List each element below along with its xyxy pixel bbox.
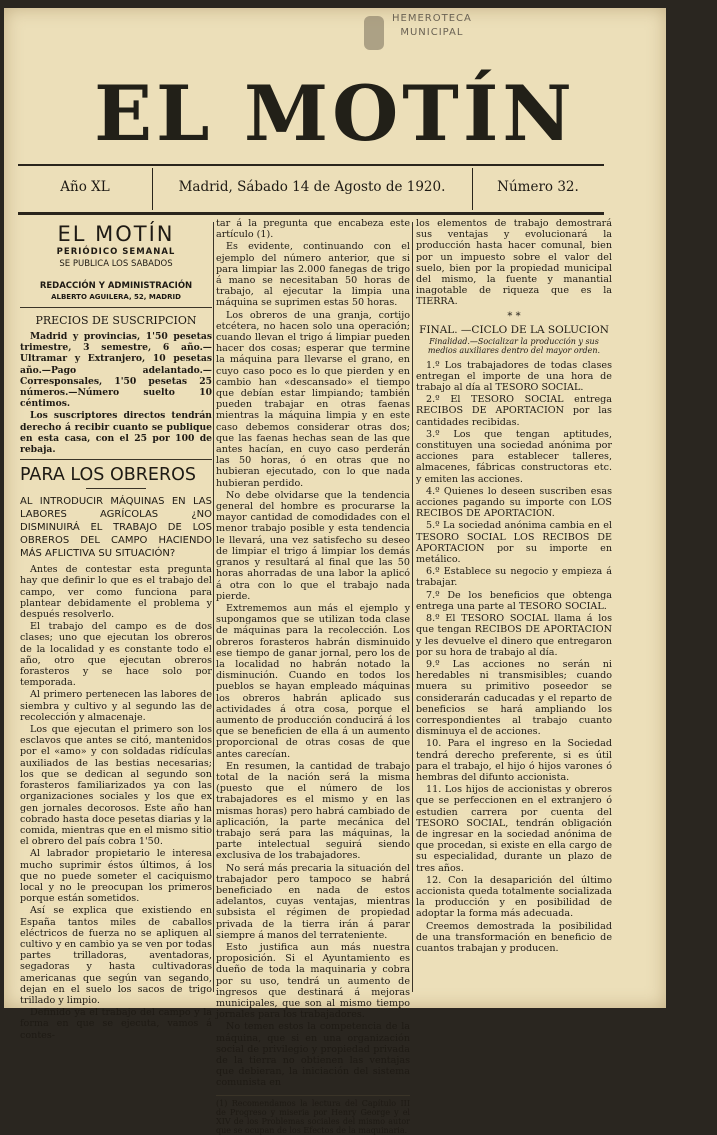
list-item: 3.º Los que tengan aptitudes, constituyen una sociedad anónima por acciones para establecer talleres, almacenes, fábricas constructoras etc. y emiten las acciones. — [416, 428, 612, 485]
divider — [20, 307, 212, 308]
article-paragraph: No será más precaria la situación del trabajador pero tampoco se habrá beneficiado en nada de estos adelantos, cuyas ventajas, mientras subsista el régimen de propiedad privada de la tierra irán á parar siempre á manos del terrateniente. — [216, 862, 410, 941]
library-stamp-text — [392, 12, 472, 40]
closing-paragraph: Creemos demostrada la posibilidad de una transformación en beneficio de cuantos trabajan y producen. — [416, 920, 612, 954]
article-paragraph: No temen estos la competencia de la máquina, que si en una organización social de privilegio y propiedad privada de la tierra no obtienen las ventajas que debieran, la iniciación del sistema comunista en — [216, 1021, 410, 1089]
article-headline: AL INTRODUCIR MÁQUINAS EN LAS LABORES AGRÍCOLAS ¿NO DISMINUIRÁ EL TRABAJO DE LOS OBREROS DEL CAMPO HACIENDO MÁS AFLICTIVA SU SITUACIÓN? — [20, 496, 212, 560]
newspaper-page — [4, 8, 666, 1135]
column-divider — [412, 222, 413, 992]
article-paragraph: Es evidente, continuando con el ejemplo del número anterior, que si para limpiar las 2.000 fanegas de trigo á mano se necesitaban 50 horas de trabajo, al ejecutar la limpia una máquina se suprimen estas 50 horas. — [216, 241, 410, 309]
masthead-title: EL MOTÍN — [94, 69, 576, 158]
issue-info-bar — [18, 164, 604, 215]
prices-title: PRECIOS DE SUSCRIPCION — [35, 314, 197, 327]
list-item: 9.º Las acciones no serán ni heredables ni transmisibles; cuando muera su primitivo poseedor se considerarán caducadas y el reparto de beneficios se hará ampliando los correspondientes al trabajo cuanto disminuya el de acciones. — [416, 658, 612, 738]
article-paragraph: los elementos de trabajo demostrará sus ventajas y evolucionará la producción hasta hacer comunal, bien por un impuesto sobre el valor del suelo, bien por la propiedad municipal del mismo, la fuente y manantial inagotable de riqueza que es la TIERRA. — [416, 218, 612, 308]
list-item: 12. Con la desaparición del último accionista queda totalmente socializada la producción y en posibilidad de adoptar la forma más adecuada. — [416, 874, 612, 920]
column-1 — [20, 218, 212, 1042]
article-paragraph: Al primero pertenecen las labores de siembra y cultivo y al segundo las de recolección y almacenaje. — [20, 689, 212, 723]
prices-note: Los suscriptores directos tendrán derecho á recibir cuanto se publique en esta casa, con el 25 por 100 de rebaja. — [20, 410, 212, 456]
section-title: PARA LOS OBREROS — [20, 465, 196, 486]
article-paragraph: Los obreros de una granja, cortijo etcétera, no hacen solo una operación; cuando llevan el trigo á limpiar pueden hacer dos cosas; esperar que termine la máquina para llevarse el grano, en cuyo caso poco es lo que pierden y en cambio han «descansado» el tiempo que debían estar limpiando; también pueden trabajar en otras faenas mientras la máquina limpia y en este caso debemos considerar otras dos; que las faenas hechas sean de las que antes hacían, en cuyo caso perderán las 50 horas, ó en otras que no hubieran ejecutado, con lo que nada hubieran perdido. — [216, 309, 410, 489]
article-paragraph: Extrememos aun más el ejemplo y supongamos que se utilizan toda clase de máquinas para la recolección. Los obreros forasteros habrán disminuido ese tiempo de ganar jornal, pero los de la localidad no habrán notado la disminución. Cuando en todos los pueblos se hayan empleado máquinas los obreros habrán aplicado sus actividades á otra cosa, porque el aumento de producción conducirá á los que se beneficien de ella á un aumento proporcional de otras cosas de que antes carecían. — [216, 602, 410, 760]
issue-dateline: Madrid, Sábado 14 de Agosto de 1920. — [178, 179, 446, 195]
issue-number: Número 32. — [497, 179, 579, 195]
list-item: 11. Los hijos de accionistas y obreros que se perfeccionen en el extranjero ó estudien carrera por cuenta del TESORO SOCIAL, tendrán obligación de ingresar en la sociedad anónima de que procedan, si existe en ella cargo de su especialidad, durante un plazo de tres años. — [416, 784, 612, 874]
final-subtitle: Finalidad.—Socializar la producción y sus medios auxiliares dentro del mayor orden. — [427, 336, 601, 355]
office-label: REDACCIÓN Y ADMINISTRACIÓN — [39, 281, 193, 291]
article-paragraph: Al labrador propietario le interesa mucho suprimir éstos últimos, á los que no puede someter el caciquismo local y no le preocupan los primeros porque están sometidos. — [20, 848, 212, 905]
stamp-line-2: MUNICIPAL — [400, 27, 464, 38]
list-item: 10. Para el ingreso en la Sociedad tendrá derecho preferente, si es útil para el trabajo, el hijo ó hijos varones ó hembras del difunto accionista. — [416, 738, 612, 783]
article-paragraph: tar á la pregunta que encabeza este artículo (1). — [216, 218, 410, 241]
article-paragraph: Antes de contestar esta pregunta hay que definir lo que es el trabajo del campo, ver como funciona para plantear debidamente el problema y después resolverlo. — [20, 564, 212, 621]
list-item: 5.º La sociedad anónima cambia en el TESORO SOCIAL LOS RECIBOS DE APORTACION por su importe en metálico. — [416, 520, 612, 566]
final-title: FINAL. —CICLO DE LA SOLUCION — [419, 323, 609, 336]
footnote: (1) Recomendamos la lectura del Capítulo III de Progreso y miseria por Henry George y el XIV de los Problemas sociales del mismo autor que se ocupan de los Efectos de la maquinaria. — [216, 1095, 410, 1135]
prices-text: Madrid y provincias, 1'50 pesetas trimestre, 3 semestre, 6 año.—Ultramar y Extranjero, 10 pesetas año.—Pago adelantado.—Corresponsales, 1'50 pesetas 25 números.—Número suelto 10 céntimos. — [20, 331, 212, 410]
divider — [20, 459, 212, 460]
article-paragraph: En resumen, la cantidad de trabajo total de la nación será la misma (puesto que el número de los trabajadores es el mismo y en las mismas horas) pero habrá cambiado de aplicación, la parte mecánica del trabajo será para las máquinas, la parte intelectual seguirá siendo exclusiva de los trabajadores. — [216, 760, 410, 862]
list-item: 6.º Establece su negocio y empieza á trabajar. — [416, 566, 612, 589]
column-divider — [213, 222, 214, 992]
article-paragraph: Esto justifica aun más nuestra proposición. Si el Ayuntamiento es dueño de toda la maquinaria y cobra por su uso, tendrá un aumento de ingresos que destinará á mejoras municipales, que son al mismo tiempo jornales para los trabajadores. — [216, 942, 410, 1021]
mini-subtitle: PERIÓDICO SEMANAL — [56, 247, 176, 257]
article-paragraph: El trabajo del campo es de dos clases; uno que ejecutan los obreros de la localidad y es constante todo el año, otro que ejecutan obreros forasteros y se hace solo por temporada. — [20, 621, 212, 689]
list-item: 2.º El TESORO SOCIAL entrega RECIBOS DE APORTACION por las cantidades recibidas. — [416, 394, 612, 428]
mini-masthead: EL MOTÍN — [57, 222, 175, 246]
list-item: 1.º Los trabajadores de todas clases entregan el importe de una hora de trabajo al día al TESORO SOCIAL. — [416, 359, 612, 394]
article-paragraph: No debe olvidarse que la tendencia general del hombre es procurarse la mayor cantidad de comodidades con el menor trabajo posible y esta tendencia le llevará, una vez satisfecho su deseo de limpiar el trigo á limpiar los demás granos y resultará al final que las 50 horas ahorradas de una labor la aplicó á otra con lo que el trabajo nada pierde. — [216, 489, 410, 602]
list-item: 4.º Quienes lo deseen suscriben esas acciones pagando su importe con LOS RECIBOS DE APORTACION. — [416, 485, 612, 520]
list-item: 8.º El TESORO SOCIAL llama á los que tengan RECIBOS DE APORTACION y les devuelve el dinero que entregaron por su hora de trabajo al día. — [416, 613, 612, 658]
article-paragraph: Definido ya el trabajo del campo y la forma en que se ejecuta, vamos á contes- — [20, 1007, 212, 1041]
office-address: ALBERTO AGUILERA, 52, MADRID — [51, 293, 181, 301]
library-stamp-icon — [364, 16, 384, 50]
column-3 — [416, 218, 612, 955]
divider — [86, 488, 146, 489]
issue-year: Año XL — [60, 179, 110, 195]
list-item: 7.º De los beneficios que obtenga entrega una parte al TESORO SOCIAL. — [416, 589, 612, 612]
column-2 — [216, 218, 410, 1135]
stamp-line-1: HEMEROTECA — [392, 13, 472, 24]
section-stars: * * — [507, 310, 521, 322]
article-paragraph: Los que ejecutan el primero son los esclavos que antes se citó, mantenidos por el «amo» y con soldadas ridículas auxiliados de las bestias necesarias; los que se dedican al segundo son forasteros familiarizados ya con las organizaciones sociales y los que ex gen jornales decorosos. Este año han cobrado hasta doce pesetas diarias y la comida, mientras que en el mismo sitio el obrero del país cobra 1'50. — [20, 724, 212, 848]
article-paragraph: Así se explica que existiendo en España tantos miles de caballos eléctricos de fuerza no se apliquen al cultivo y en cambio ya se ven por todas partes trilladoras, aventadoras, segadoras y hasta cultivadoras americanas que según van segando, dejan en el suelo los sacos de trigo trillado y limpio. — [20, 905, 212, 1006]
mini-published: SE PUBLICA LOS SABADOS — [59, 259, 173, 269]
